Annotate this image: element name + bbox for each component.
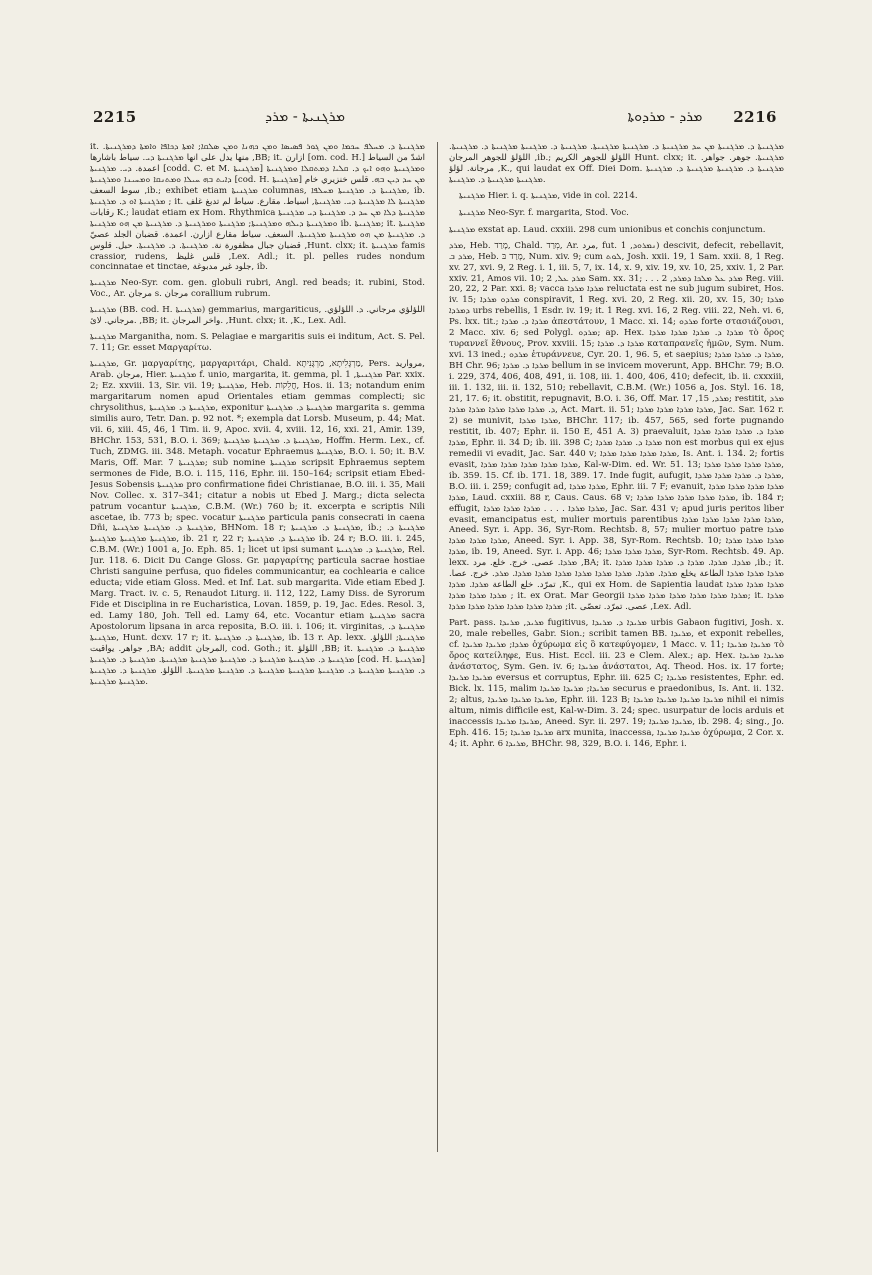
entry-left-4: ܡܪܓܢܝܬܐ Marganitha, nom. S. Pelagiae e margaritis suis ei inditum, Act. S. Pel. 7. 11; Gr. esset Μαργαρίτω.: [90, 332, 425, 354]
entry-left-1: it. ܡܪܓܢܝܬܐ ܕ. ܡܚܠܦ ܚܟܡܐ ܘܡܢ ܓܘܪ ܦܣܝܣܐ ܘܡܢ ܟܗܢܐ ܘܡܢ ܣܠܩܐ; ܐܡܬܐ ܕܟܐܦܐ ܘܐܡܬܐ ܕܡܪܓܢܝܬܐ. منها يدل على انها ܡܪܓܢܝܬܐ ܕܝ. سياط باشارها ,BB; it. ازارن [om. cod. H.] اشدّ من السياط اعمدة. ܕܝ. ܡܪܓܢܝܬܐ [codd. C. et M. ܡܪܓܢܝܬܐ] ܘܡܪܓܢܝܬܐ ܘܗܘ ܐܝܟ ܕ. ܩܠܝܐ ܕܡܬܩܠܐ ܘܡܪܓܢܝܬܐ ܕܐܝܬ ܒܗ ܚܝܠܐ ܘܡܬܢܩܐ ܘܡܚܝܢܐ ܘܡܪܓܢܝܬܐ [cod. H. ܡܪܓܢܝܬܐ] ܡܢ ܚܕ ܕܝܢ ܒܗ. قلس خنزيري خام سوط السعف ,ib.; exhibet etiam ܡܪܓܢܝܬܐ columnas, ܡܪܓܢܝܬܐ ܕ. ܡܪܓܢܝܬܐ ܡܚܠܦܐ, ib. ܡܪܓܢܝܬܐ ܐܘ ܕ. ܡܪܓܢܝܬܐ ; it. ܡܪܓܢܝܬܐ ܠܐ ܡܪܓܢܝܬܐ ܕܝ. ܡܪܓܢܝܬܐ, اسياط. مقارع. سياط لم تدبغ غلف رقابات K.; laudat etiam ex Hom. Rhythmica ܡܪܓܢܝܬܐ ܕܠܐ ܡܢ ܚܕ ܕ. ܡܪܓܢܝܬܐ ܕܝ ܡܪܓܢܝܬܐ ܘܡܪܓܢܝܬܐ ܕܝܠܗ ܘܡܪܓܢܝܬܐ; ܡܪܓܢܝܬܐ ܘܡܪܓܢܝܬܐ ܕ. ܡܪܓܢܝܬܐ ܡܢ ܗܘ ܡܪܓܢܝܬܐ ib. ܡܪܓܢܝܬܐ; it. ܡܪܓܢܝܬܐ ܕ. ܡܪܓܢܝܬܐ ܡܢ ܗܘ ܡܪܓܢܝܬܐ ܡܪܓܢܝܬܐ. السعف. سياط مقارع ازارن. اعمدة. قضبان الجلد عصيّ قضبان جبال مظفورة نة. ܡܪܓܢܝܬܐ. ܕ. ܡܪܓܢܝܬܐ. حبل. قلوس ,Hunt. clxx; it. ܡܪܓܢܝܬܐ famis crassior, rudens, قلس غليظ ,Lex. Adl.; it. pl. pelles rudes nondum concinnatae et tinctae, جلود غير مدبوغة, ib.: [90, 142, 425, 273]
entry-right-2: ܡܪܓܢܝܬܐ Hier. i. q. ܡܪܓܢܝܬܐ, vide in col. 2214.: [459, 190, 638, 201]
running-head-right: ܡܪܕ - ܡܪܕܘܬܐ: [627, 109, 703, 125]
entry-right-4: ܡܪܓܢܝܬܐ exstat ap. Laud. cxxiii. 298 cum unionibus et conchis conjunctum.: [449, 224, 766, 235]
right-column: [449, 142, 784, 1152]
page-number-left: 2215: [93, 108, 137, 126]
entry-right-6: Part. pass. ܡܪܝܕ, ܡܪܝܕܐ fugitivus, ܡܪܝܕܐ ܕ. ܡܪܝܕܐ urbis Gabaon fugitivi, Josh. x. 20, male rebelles, Gabr. Sion.; scribit tamen BB. ܡܪܝܕܐ, et exponit rebelles, cf. ܡܪܕܐ; ܡܪܝܕܐ ܡܪܝܕܐ ὀχύρωμα εἰς ὃ κατεφύγομεν, 1 Macc. v. 11; ܡܪܝܕܐ ܡܪܝܕܐ τὸ ὄρος κατείληφε, Eus. Hist. Eccl. iii. 23 e Clem. Alex.; ap. Hex. ܡܪܝܕܐ ܡܪܝܕܐ ἀνάστατος, Sym. Gen. iv. 6; ܡܪܝܕܐ ἀνάστατοι, Aq. Theod. Hos. ix. 17 forte; ܡܪܝܕܐ ܡܪܝܕܐ eversus et corruptus, Ephr. iii. 625 C; ܡܪܝܕܐ resistentes, Ephr. ed. Bick. lx. 115, malim ܡܪܝܕܐ; ܡܪܝܕܐ ܡܪܝܕܐ securus e praedonibus, Is. Ant. ii. 132. 2; altus, ܡܪܝܕܐ ܡܪܝܕܐ ܡܪܝܕܐ, Ephr. iii. 123 B; ܡܪܝܕܐ ܡܪܝܕܐ ܡܪܝܕܐ ܡܪܝܕܐ nihil ei nimis altum, nimis difficile est, Kal-w-Dim. 3. 24; spec. usurpatur de locis arduis et inaccessis ܡܪܝܕܐ ܡܪܝܕܐ, Aneed. Syr. ii. 297. 19; ܡܪܝܕܐ ܡܪܝܕܐ, ib. 298. 4; sing., Jo. Eph. 416. 15; ܡܪܝܕܐ ܡܪܝܕܐ arx munita, inaccessa, ܡܪܝܕܐ ܡܪܝܕܐ ὀχύρωμα, 2 Cor. x. 4; it. Aphr. ܡܪܝܕܐ 6, BHChr. 98, 329, B.O. i. 146, Ephr. i.: [449, 618, 784, 749]
entry-left-2: ܡܪܓܢܝܬܐ Neo-Syr. com. gen. globuli rubri, Angl. red beads; it. rubini, Stod. Voc., Ar. مرجان s. مرجان corallium rubrum.: [90, 278, 425, 300]
column-divider: [437, 142, 438, 1152]
entry-left-3: ܡܪܓܢܝܬܐ (BB. cod. H. ܡܪܓܢܝܬܐ) gemmarius, margariticus, اللؤلؤي مرجاني. ܕ. اللؤلؤي. مرجاني. لائ. ,BB; it. واخر المرجان. ,Hunt. clxx; it. ,K., Lex. Adl.: [90, 305, 425, 327]
entry-right-5: ܡܪܕ, Heb. מָרַד, Chald. מְרַד, Ar. مرد, fut. ܢܡܪܘܕ, 1) descivit, defecit, rebellavit, ܡܪܕ ܒ, Heb. מָרַד בּ, Num. xiv. 9; cum ܠܘܬ, Josh. xxii. 19, 1 Sam. xxii. 8, 1 Reg. xv. 27, xvi. 9, 2 Reg. i. 1, iii. 5, 7, ix. 14, x. 9, xiv. 19, xv. 10, 25, xxiv. 1, 2 Par. xxiv. 21, Amos vii. 10; ܡܪܕ ܥܠ, 2 Sam. xx. 31; . . . ܡܪܕ ܥܠ ܡܠܟܐ ܕܡܪܕ, 2 Reg. viii. 20, 22, 2 Par. xxi. 8; vacca ܡܪܕܐ ܡܪܕܐ reluctata est ne sub jugum subiret, Hos. iv. 15; ܡܪܕܘ ܡܪܕܐ conspiravit, 1 Reg. xvi. 20, 2 Reg. xii. 20, xv. 15, 30; ܡܪܕܐ ܕܡܪܕܐ urbs rebellis, 1 Esdr. iv. 19; it. 1 Reg. xvi. 16, 2 Reg. viii. 22, Neh. vi. 6, Ps. lxx. tit.; ܡܪܕܐ ܕ. ܡܪܕܐ ἀπεστάτουν, 1 Macc. xi. 14; ܡܪܕܘ forte στασιάζουσι, 2 Macc. xiv. 6; sed Polygl. ܡܪܕܘ; ap. Hex. ܡܪܕܐ ܕ. ܡܪܕܐ ܡܪܕܐ ܡܪܕܐ τὸ ὄρος τυραννεῖ ἔθνους, Prov. xxviii. 15; ܡܪܕܐ ܕ. ܡܪܕܐ καταπρανεῖς ἡμῶν, Sym. Num. xvi. 13 ined.; ܡܪܕܘ ἐτυράννευε, Cyr. 20. 1, 96. 5, et saepius; ܡܪܕܐ ܕ. ܡܪܕܐ ܡܪܕܐ, BH Chr. 96; ܡܪܕܐ ܕ. ܡܪܕܐ bellum in se invicem moverunt, App. BHChr. 79; B.O. i. 229, 374, 406, 408, 491, ii. 108, iii. 1. 400, 406, 410; defecit, ib. ii. cxxxiii, iii. 1. 132, iii. ii. 132, 510; rebellavit, C.B.M. (Wr.) 1056 a, Jos. Styl. 16. 18, 21, 17. 6; it. obstitit, repugnavit, B.O. i. 36, Off. Mar. ܡܪܕ, 15, 17; restitit, ܡܪܕ ܕ. ܡܪܕܐ ܡܪܕܐ ܡܪܕܐ ܡܪܕܐ ܡܪܕܐ, Act. Mart. ii. 51; ܡܪܕܐ ܡܪܕܐ ܡܪܕܐ ܡܪܕܐ, Jac. Sar. 162 r. 2) se munivit, ܡܪܕܐ ܡܪܕܐ, BHChr. 117; ib. 457, 565, sed forte pugnando restitit, ib. 407; Ephr. ii. 150 E, 451 A. 3) praevaluit, ܡܪܕܐ ܕ. ܡܪܕܐ ܡܪܕܐ ܡܪܕܐ ܡܪܕܐ, Ephr. ii. 34 D; ib. iii. 398 C; ܡܪܕܐ ܕ. ܡܪܕܐ ܡܪܕܐ non est morbus qui ex ejus remedii vi evadit, Jac. Sar. 440 v; ܡܪܕܐ ܡܪܕܐ ܡܪܕܐ ܡܪܕܐ, Is. Ant. i. 134. 2; fortis evasit, ܡܪܕܐ ܡܪܕܐ ܡܪܕܐ ܡܪܕܐ ܡܪܕܐ, Kal-w-Dim. ed. Wr. 51. 13; ܡܪܕܐ ܡܪܕܐ ܡܪܕܐ ܡܪܕܐ, ib. 359. 15. Cf. ib. 171. 18, 389. 17. Inde fugit, aufugit, ܡܪܕܐ ܕ. ܡܪܕܐ ܡܪܕܐ ܡܪܕܐ, B.O. iii. i. 259; confugit ad, ܡܪܕܐ ܡܪܕܐ, Ephr. iii. 7 F; evanuit, ܡܪܕܐ ܡܪܕܐ ܡܪܕܐ ܡܪܕܐ ܡܪܕܐ, Laud. cxxiii. 88 r, Caus. Caus. 68 v; ܡܪܕܐ ܡܪܕܐ ܡܪܕܐ ܡܪܕܐ ܡܪܕܐ, ib. 184 r; effugit, ܡܪܕܐ ܡܪܕܐ . . . . ܡܪܕܐ ܡܪܕܐ ܡܪܕܐ, Jac. Sar. 431 v; apud juris peritos liber evasit, emancipatus est, mulier mortuis parentibus ܡܪܕܐ ܡܪܕܐ ܡܪܕܐ ܡܪܕܐ ܡܪܕܐ, Aneed. Syr. i. App. 36, Syr-Rom. Rechtsb. 8, 57; mulier mortuo patre ܡܪܕܐ ܡܪܕܐ ܡܪܕܐ ܡܪܕܐ, Aneed. Syr. i. App. 38, Syr-Rom. Rechtsb. 10; ܡܪܕܐ ܡܪܕܐ ܡܪܕܐ ܡܪܕܐ, ib. 19, Aneed. Syr. i. App. 46; ܡܪܕܐ ܡܪܕܐ ܡܪܕܐ, Syr-Rom. Rechtsb. 49. Ap. lexx. ܡܪܕܐ. عصى. خرج. خلع. مرد ,BA; it. ܡܪܕܐ. ܡܪܕܐ. ܡܪܕܐ ܕ. ܡܪܕܐ ܡܪܕܐ ܡܪܕܐ ,ib.; it. ܡܪܕܐ ܡܪܕܐ ܡܪܕܐ الطاعة يخلع ܡܪܕܐ. ܡܪܕܐ. ܡܪܕܐ ܡܪܕܐ ܡܪܕܐ ܡܪܕܐ ܡܪܕܐ ܡܪܕܐ. ܡܪܕ. خرج. عصا. تمرّد. خلع الطاعة ܡܪܕܐ. ܡܪܕܐ ,K., qui ex Hom. de Sapientia laudat ܡܪܕܐ ܡܪܕܐ ܡܪܕܐ ܡܪܕܐ ܡܪܕܐ ܡܪܕܐ ; it. ex Orat. Mar Georgii ܡܪܕܐ ܡܪܕܐ ܡܪܕܐ ܡܪܕܐ ܡܪܕܐ ܡܪܕܐ; it. ܡܪܕܐ ܡܪܕܐ ܡܪܕܐ ܡܪܕܐ ܡܪܕܐ ܡܪܕܐ ܡܪܕܐ ;it. عصى. تمرّد. تعصّى ,Lex. Adl.: [449, 240, 784, 613]
entry-right-3: ܡܪܓܢܝܬܐ Neo-Syr. f. margarita, Stod. Voc.: [459, 207, 629, 218]
left-column: [90, 142, 425, 1152]
page-number-right: 2216: [733, 108, 777, 126]
entry-right-1: ܡܪܓܢܝܬܐ ܕ. ܡܪܓܢܝܬܐ ܡܢ ܚܕ ܡܪܓܢܝܬܐ ܕ. ܡܪܓܢܝܬܐ ܡܪܓܢܝܬܐ. ܡܪܓܢܝܬܐ ܕ. ܡܪܓܢܝܬܐ ܡܪܓܢܝܬܐ ܕ. ܡܪܓܢܝܬܐ. اللؤلؤ للجوهر المرجان ,ib.; اللؤلؤ للجوهر الكريم Hunt. clxx; it. ܡܪܓܢܝܬܐ. جوهر. جواهر. مرجانة. لؤلؤ ,K., qui laudat ex Off. Diei Dom. ܡܪܓܢܝܬܐ ܕ. ܡܪܓܢܝܬܐ ܡܪܓܢܝܬܐ ܕ. ܡܪܓܢܝܬܐ ܡܪܓܢܝܬܐ ܡܪܓܢܝܬܐ ܕ. ܡܪܓܢܝܬܐ.: [449, 142, 784, 185]
page-header: [85, 108, 785, 130]
entry-left-5: ܡܪܓܢܝܬܐ, Gr. μαργαρίτης, μαργαριτάρι, Chald. מַרְגָּלִיתָא, מַרְגָּנִיתָא, Pers. مرواريد, Arab. مرجان, Hier. ܡܪܓܢܝܬܐ f. unio, margarita, it. gemma, pl. ܡܪܓܢܝܬܐ, 1 Par. xxix. 2; Ez. xxviii. 13, Sir. vii. 19; ܡܪܓܢܝܬܐ, Heb. חֲלֵקוֹת, Hos. ii. 13; notandum enim margaritarum nomen apud Orientales etiam gemmas complecti; sic chrysolithus, ܡܪܓܢܝܬܐ ܕ. ܡܪܓܢܝܬܐ, exponitur ܡܪܓܢܝܬܐ ܕ. ܡܪܓܢܝܬܐ margarita s. gemma similis auro, Tetr. Dan. p. 92 not. *; exempla dat Lorsb. Museum, p. 44; Mat. vii. 6, xiii. 45, 46, 1 Tim. ii. 9, Apoc. xvii. 4, xviii. 12, 16, xxi. 21, Amir. 139, BHChr. 153, 531, B.O. i. 369; ܡܪܓܢܝܬܐ ܕ. ܡܪܓܢܝܬܐ ܡܪܓܢܝܬܐ, Hoffm. Herm. Lex., cf. Tuch, ZDMG. iii. 348. Metaph. vocatur Ephraemus ܡܪܓܢܝܬܐ, B.O. i. 50; it. B.V. Maris, Off. Mar. ܡܪܓܢܝܬܐ 7; sub nomine ܡܪܓܢܝܬܐ scripsit Ephraemus septem sermones de Fide, B.O. i. 115, 116, Ephr. iii. 150–164; scripsit etiam Ebed-Jesus Sobensis ܡܪܓܢܝܬܐ pro confirmatione fidei Christianae, B.O. iii. i. 35, Maii Nov. Collec. x. 317–341; citatur a nobis ut Ebed J. Marg.; dicta selecta patrum vocantur ܡܪܓܢܝܬܐ, C.B.M. (Wr.) 760 b; it. excerpta e scriptis Nili ascetae, ib. 773 b; spec. vocatur ܡܪܓܢܝܬܐ particula panis consecrati in caena Dñi, ܡܪܓܢܝܬܐ ܕ. ܡܪܓܢܝܬܐ ܡܪܓܢܝܬܐ, BHNom. 18 r; ܡܪܓܢܝܬܐ ܕ. ܡܪܓܢܝܬܐ, ib.; ܡܪܓܢܝܬܐ ܕ. ܡܪܓܢܝܬܐ ܡܪܓܢܝܬܐ ܡܪܓܢܝܬܐ, ib. 21 r, 22 r; ܡܪܓܢܝܬܐ ܕ. ܡܪܓܢܝܬܐ ib. 24 r; B.O. iii. i. 245, C.B.M. (Wr.) 1001 a, Jo. Eph. 85. 1; licet ut ipsi sumant ܡܪܓܢܝܬܐ ܕ. ܡܪܓܢܝܬܐ, Rel. Jur. 118. 6. Dicit Du Cange Gloss. Gr. μαργαρίτης particula sacrae hostiae Christi sanguine perfusa, quo fideles communicantur, ea cochlearia e calice educta; vide etiam Gloss. Med. et Inf. Lat. sub margarita. Vide etiam Ebed J. Marg. Tract. iv. c. 5, Renaudot Liturg. ii. 112, 122, Lamy Diss. de Syrorum Fide et Disciplina in re Eucharistica, Lovan. 1859, p. 19, Jac. Edes. Resol. 3, ed. Lamy 180, Joh. Tell ed. Lamy 64, etc. Vocantur etiam ܡܪܓܢܝܬܐ sacra Apostolorum lipsana in arca reposita, B.O. iii. i. 106; it. virginitas, ܡܪܓܢܝܬܐ ܕ. ܡܪܓܢܝܬܐ, Hunt. dcxv. 17 r; it. ܡܪܓܢܝܬܐ ܕ. ܡܪܓܢܝܬܐ, ib. 13 r. Ap. lexx. ܡܪܓܢܝܬܐ; اللؤلؤ. جواهر. يواقيت ,BA; addit المرجان, cod. Goth.; it. اللؤلؤ ,BB; it. ܡܪܓܢܝܬܐ ܕ. ܡܪܓܢܝܬܐ ܡܪܓܢܝܬܐ ܕ. ܡܪܓܢܝܬܐ ܡܪܓܢܝܬܐ ܕ. ܡܪܓܢܝܬܐ ܡܪܓܢܝܬܐ ܡܪܓܢܝܬܐ. ܡܪܓܢܝܬܐ ܕ. ܡܪܓܢܝܬܐ [cod. H. ܡܪܓܢܝܬܐ] ܕ. ܡܪܓܢܝܬܐ ܡܪܓܢܝܬܐ ܕ. ܡܪܓܢܝܬܐ ܡܪܓܢܝܬܐ ܡܪܓܢܝܬܐ ܕ. ܡܪܓܢܝܬܐ ܡܪܓܢܝܬܐ. اللؤلؤ. ܡܪܓܢܝܬܐ ܕ. ܡܪܓܢܝܬܐ ܡܪܓܢܝܬܐ ܡܪܓܢܝܬܐ.: [90, 359, 425, 687]
running-head-left: ܡܪܓܢܝܬܐ - ܡܪܕ: [265, 109, 345, 125]
